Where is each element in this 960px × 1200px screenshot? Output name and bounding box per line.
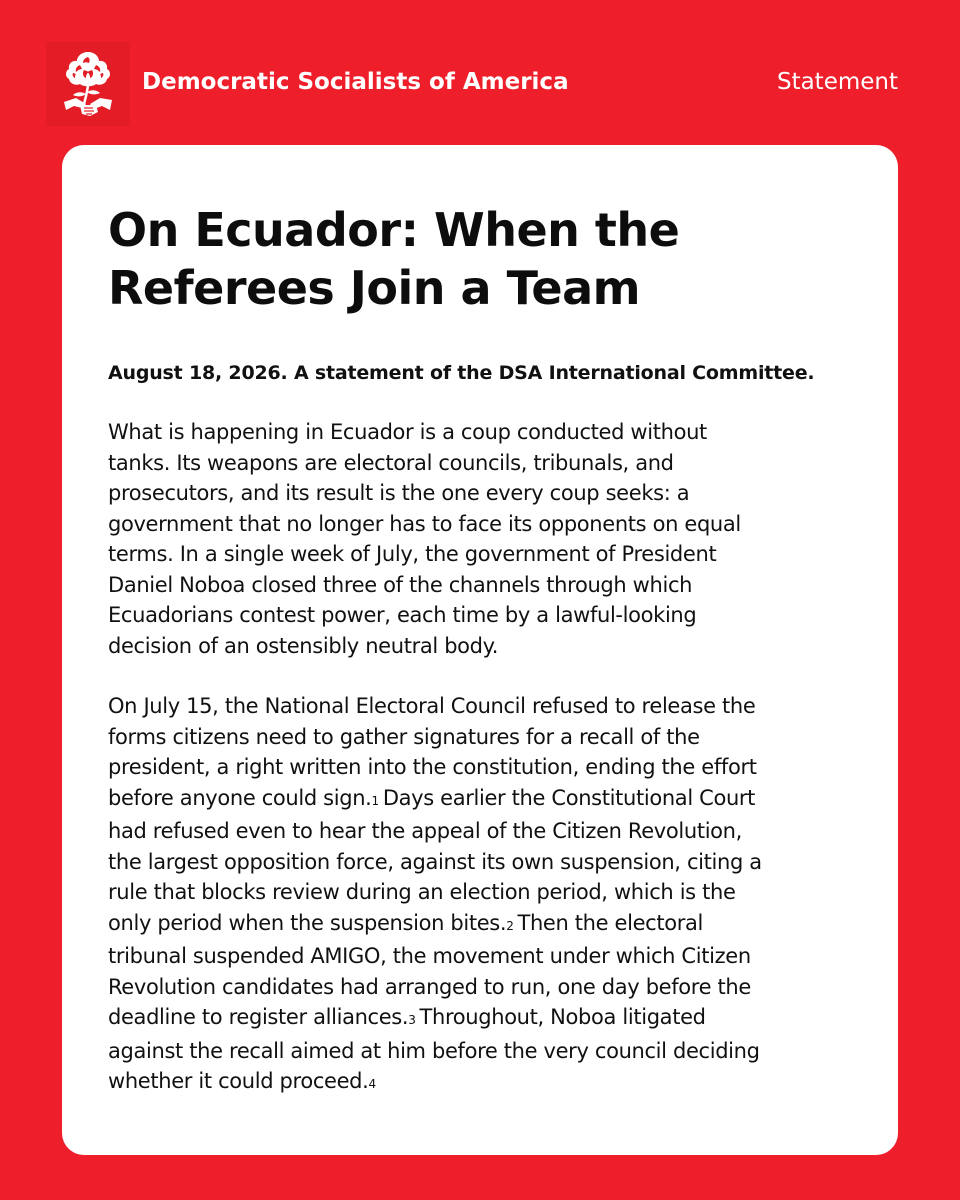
- paragraph-line: tribunal suspended AMIGO, the movement under which Citizen: [108, 944, 751, 968]
- paragraph-line: [108, 1002, 854, 1036]
- rose-fist-icon: [46, 42, 130, 126]
- text-segment: whether it could proceed.: [108, 1069, 369, 1093]
- paragraph-line: tanks. Its weapons are electoral councils, tribunals, and: [108, 450, 674, 475]
- dateline: August 18, 2026. A statement of the DSA International Committee.: [108, 362, 815, 384]
- paragraph-line: What is happening in Ecuador is a coup conducted without: [108, 420, 707, 444]
- footnote-ref-1[interactable]: 1: [371, 793, 379, 808]
- paragraph-line: On July 15, the National Electoral Council refused to release the: [108, 694, 756, 718]
- statement-label: Statement: [776, 69, 898, 95]
- paragraph-line: [108, 1066, 854, 1100]
- paragraph-2: [108, 691, 854, 1100]
- header: [0, 0, 960, 146]
- text-segment: only period when the suspension bites.: [108, 910, 507, 935]
- text-segment: deadline to register alliances.: [108, 1005, 409, 1029]
- dsa-rose-logo[interactable]: [46, 42, 130, 126]
- paragraph-line: Ecuadorians contest power, each time by a lawful-looking: [108, 603, 697, 627]
- page-title: [108, 201, 854, 317]
- text-segment: Days earlier the Constitutional Court: [382, 785, 756, 810]
- paragraph-line: against the recall aimed at him before the very council deciding: [108, 1038, 760, 1063]
- paragraph-line: terms. In a single week of July, the government of President: [108, 542, 717, 566]
- paragraph-1: [108, 417, 854, 661]
- paragraph-line: [108, 783, 854, 817]
- title-line-1: On Ecuador: When the: [108, 203, 680, 257]
- footnote-ref-2[interactable]: 2: [506, 918, 514, 933]
- paragraph-line: [108, 908, 854, 942]
- paragraph-line: prosecutors, and its result is the one every coup seeks: a: [108, 481, 690, 505]
- title-line-2: Referees Join a Team: [108, 261, 641, 315]
- org-name[interactable]: Democratic Socialists of America: [142, 69, 569, 95]
- paragraph-line: had refused even to hear the appeal of the Citizen Revolution,: [108, 819, 742, 843]
- text-segment: before anyone could sign.: [108, 785, 372, 810]
- footnote-ref-4[interactable]: 4: [368, 1077, 376, 1091]
- paragraph-line: the largest opposition force, against its own suspension, citing a: [108, 849, 762, 874]
- paragraph-line: president, a right written into the constitution, ending the effort: [108, 755, 757, 779]
- footnote-ref-3[interactable]: 3: [408, 1013, 416, 1027]
- paragraph-line: rule that blocks review during an election period, which is the: [108, 880, 736, 904]
- text-segment: Then the electoral: [517, 910, 704, 935]
- statement-card: [62, 145, 898, 1155]
- paragraph-line: Revolution candidates had arranged to run, one day before the: [108, 974, 751, 999]
- paragraph-line: forms citizens need to gather signatures for a recall of the: [108, 724, 700, 749]
- paragraph-line: government that no longer has to face its opponents on equal: [108, 511, 741, 536]
- paragraph-line: decision of an ostensibly neutral body.: [108, 633, 499, 658]
- text-segment: Throughout, Noboa litigated: [419, 1005, 706, 1029]
- paragraph-line: Daniel Noboa closed three of the channels through which: [108, 572, 693, 597]
